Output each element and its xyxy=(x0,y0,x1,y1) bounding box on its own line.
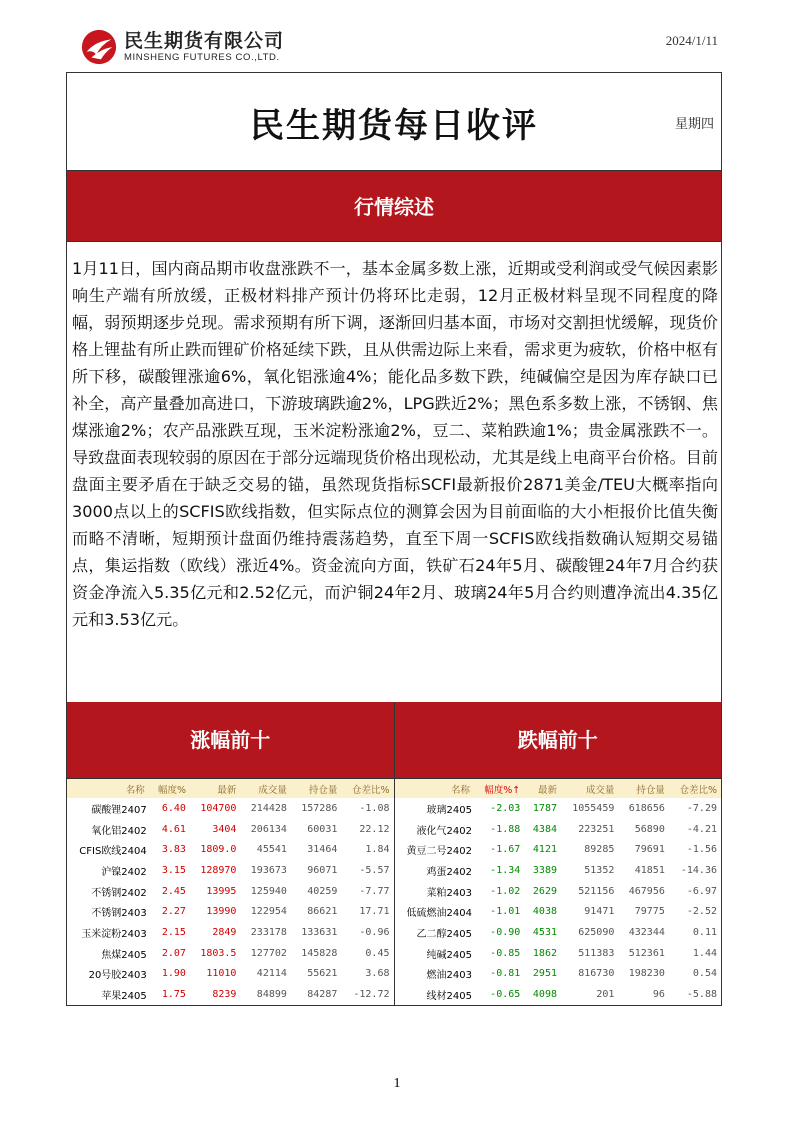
table-cell: 1803.5 xyxy=(200,947,237,959)
table-cell: 127702 xyxy=(250,947,287,959)
column-header: 成交量 xyxy=(240,779,290,798)
table-cell: -1.08 xyxy=(359,802,390,814)
contract-name: 不锈钢2402 xyxy=(91,887,147,899)
contract-name: 碳酸锂2407 xyxy=(91,804,147,816)
contract-name: 燃油2403 xyxy=(426,970,472,982)
table-cell: -5.57 xyxy=(359,864,390,876)
table-row xyxy=(395,964,722,985)
table-cell: 8239 xyxy=(212,989,237,1001)
table-row xyxy=(395,922,722,943)
company-name-en: MINSHENG FUTURES CO.,LTD. xyxy=(124,52,280,63)
table-cell: 4531 xyxy=(532,926,557,938)
table-cell: -0.81 xyxy=(490,968,521,980)
column-header: 幅度% xyxy=(149,779,190,798)
table-cell: 816730 xyxy=(578,968,615,980)
table-row xyxy=(395,839,722,860)
table-cell: 96 xyxy=(652,989,665,1001)
table-row xyxy=(67,819,394,840)
table-cell: 1.84 xyxy=(365,844,390,856)
contract-name: 玻璃2405 xyxy=(426,804,472,816)
table-cell: 4038 xyxy=(532,906,557,918)
table-cell: 1809.0 xyxy=(200,844,237,856)
table-cell: 512361 xyxy=(628,947,665,959)
table-row xyxy=(395,819,722,840)
rank-tables xyxy=(67,778,721,1006)
table-cell: -14.36 xyxy=(680,864,717,876)
losers-table xyxy=(395,779,722,1005)
table-cell: -2.52 xyxy=(686,906,717,918)
table-cell: -7.29 xyxy=(686,802,717,814)
table-cell: 1055459 xyxy=(572,802,615,814)
table-cell: 89285 xyxy=(584,844,615,856)
table-cell: 4121 xyxy=(532,844,557,856)
column-header: 仓差比% xyxy=(341,779,393,798)
table-row xyxy=(67,922,394,943)
table-cell: 133631 xyxy=(301,926,338,938)
column-header: 成交量 xyxy=(561,779,618,798)
table-cell: -1.67 xyxy=(490,844,521,856)
table-cell: 1.44 xyxy=(692,947,717,959)
table-cell: 206134 xyxy=(250,823,287,835)
table-cell: 122954 xyxy=(250,906,287,918)
contract-name: CFIS欧线2404 xyxy=(79,846,147,858)
table-cell: -0.90 xyxy=(490,926,521,938)
table-cell: 2951 xyxy=(532,968,557,980)
table-row xyxy=(395,901,722,922)
table-cell: -1.88 xyxy=(490,823,521,835)
page-number: 1 xyxy=(393,1076,401,1091)
table-cell: 125940 xyxy=(250,885,287,897)
table-cell: 40259 xyxy=(307,885,338,897)
table-cell: -1.01 xyxy=(490,906,521,918)
table-cell: 51352 xyxy=(584,864,615,876)
table-cell: 56890 xyxy=(634,823,665,835)
gainers-table xyxy=(67,779,394,1005)
table-cell: 193673 xyxy=(250,864,287,876)
table-cell: 157286 xyxy=(301,802,338,814)
table-cell: 41851 xyxy=(634,864,665,876)
table-cell: -0.96 xyxy=(359,926,390,938)
table-cell: 3.15 xyxy=(161,864,186,876)
table-cell: 17.71 xyxy=(359,906,390,918)
table-cell: -0.65 xyxy=(490,989,521,1001)
table-cell: 104700 xyxy=(200,802,237,814)
contract-name: 菜粕2403 xyxy=(426,887,472,899)
table-cell: -12.72 xyxy=(353,989,390,1001)
table-cell: 0.45 xyxy=(365,947,390,959)
contract-name: 液化气2402 xyxy=(416,825,472,837)
table-cell: -7.77 xyxy=(359,885,390,897)
contract-name: 20号胶2403 xyxy=(88,970,147,982)
contract-name: 焦煤2405 xyxy=(101,949,147,961)
column-header: 持仓量 xyxy=(618,779,668,798)
weekday: 星期四 xyxy=(674,117,714,132)
contract-name: 纯碱2405 xyxy=(426,949,472,961)
contract-name: 乙二醇2405 xyxy=(416,928,472,940)
table-cell: 86621 xyxy=(307,906,338,918)
column-header: 名称 xyxy=(67,779,149,798)
table-cell: 79691 xyxy=(634,844,665,856)
table-row xyxy=(395,943,722,964)
table-row xyxy=(395,984,722,1005)
table-row xyxy=(67,984,394,1005)
table-cell: 55621 xyxy=(307,968,338,980)
company-logo xyxy=(80,28,284,66)
table-row xyxy=(67,943,394,964)
table-cell: 511383 xyxy=(578,947,615,959)
contract-name: 低硫燃油2404 xyxy=(406,908,472,920)
table-cell: 128970 xyxy=(200,864,237,876)
table-cell: 2849 xyxy=(212,926,237,938)
table-cell: -2.03 xyxy=(490,802,521,814)
column-header: 幅度%↑ xyxy=(474,779,524,798)
table-cell: 1862 xyxy=(532,947,557,959)
table-cell: 96071 xyxy=(307,864,338,876)
table-cell: 4098 xyxy=(532,989,557,1001)
table-cell: 2629 xyxy=(532,885,557,897)
contract-name: 鸡蛋2402 xyxy=(426,866,472,878)
table-row xyxy=(395,860,722,881)
contract-name: 氧化铝2402 xyxy=(91,825,147,837)
contract-name: 沪镍2402 xyxy=(101,866,147,878)
table-cell: 3.83 xyxy=(161,844,186,856)
table-row xyxy=(67,881,394,902)
table-cell: 79775 xyxy=(634,906,665,918)
table-cell: 31464 xyxy=(307,844,338,856)
table-cell: 2.45 xyxy=(161,885,186,897)
table-row xyxy=(67,839,394,860)
table-cell: 84287 xyxy=(307,989,338,1001)
table-cell: 13990 xyxy=(206,906,237,918)
table-cell: 521156 xyxy=(578,885,615,897)
table-cell: 45541 xyxy=(256,844,287,856)
column-header: 持仓量 xyxy=(291,779,341,798)
table-cell: 1787 xyxy=(532,802,557,814)
table-row xyxy=(67,901,394,922)
contract-name: 线材2405 xyxy=(426,991,472,1003)
rank-header-band xyxy=(67,702,721,778)
table-row xyxy=(67,860,394,881)
table-cell: 2.27 xyxy=(161,906,186,918)
table-cell: 4.61 xyxy=(161,823,186,835)
table-cell: 2.15 xyxy=(161,926,186,938)
table-cell: 145828 xyxy=(301,947,338,959)
table-cell: 198230 xyxy=(628,968,665,980)
table-cell: 84899 xyxy=(256,989,287,1001)
market-summary-text: 1月11日，国内商品期市收盘涨跌不一，基本金属多数上涨，近期或受利润或受气候因素影响生产端有所放缓，正极材料排产预计仍将环比走弱，12月正极材料呈现不同程度的降幅，弱预期逐步兑现。需求预期有所下调，逐渐回归基本面，市场对交割担忧缓解，现货价格上锂盐有所止跌而锂矿价格延续下跌，且从供需边际上来看，需求更为疲软，价格中枢有所下移，碳酸锂涨逾6%，氧化铝涨逾4%；能化品多数下跌，纯碱偏空是因为库存缺口已补全，高产量叠加高进口，下游玻璃跌逾2%，LPG跌近2%；黑色系多数上涨，不锈钢、焦煤涨逾2%；农产品涨跌互现，玉米淀粉涨逾2%，豆二、菜粕跌逾1%；贵金属涨跌不一。导致盘面表现较弱的原因在于部分远端现货价格出现松动，尤其是线上电商平台价格。目前盘面主要矛盾在于缺乏交易的锚，虽然现货指标SCFI最新报价2871美金/TEU大概率指向3000点以上的SCFIS欧线指数，但实际点位的测算会因为目前面临的大小柜报价比值失衡而略不清晰，短期预计盘面仍维持震荡趋势，直至下周一SCFIS欧线指数确认短期交易锚点，集运指数（欧线）涨近4%。资金流向方面，铁矿石24年5月、碳酸锂24年7月合约获资金净流入5.35亿元和2.52亿元，而沪铜24年2月、玻璃24年5月合约则遭净流出4.35亿元和3.53亿元。 xyxy=(72,259,718,629)
table-cell: 467956 xyxy=(628,885,665,897)
table-cell: 0.11 xyxy=(692,926,717,938)
table-cell: 432344 xyxy=(628,926,665,938)
table-row xyxy=(67,798,394,819)
losers-title: 跌幅前十 xyxy=(517,728,598,752)
table-cell: 625090 xyxy=(578,926,615,938)
table-cell: 4384 xyxy=(532,823,557,835)
table-cell: 214428 xyxy=(250,802,287,814)
gainers-title: 涨幅前十 xyxy=(190,728,271,752)
table-row xyxy=(67,964,394,985)
table-cell: 42114 xyxy=(256,968,287,980)
table-cell: 3.68 xyxy=(365,968,390,980)
contract-name: 苹果2405 xyxy=(101,991,147,1003)
table-cell: 91471 xyxy=(584,906,615,918)
table-cell: 6.40 xyxy=(161,802,186,814)
market-overview-header: 行情综述 xyxy=(67,170,721,242)
table-cell: 60031 xyxy=(307,823,338,835)
table-cell: 3389 xyxy=(532,864,557,876)
table-cell: 0.54 xyxy=(692,968,717,980)
contract-name: 玉米淀粉2403 xyxy=(81,928,147,940)
table-cell: -0.85 xyxy=(490,947,521,959)
table-cell: -5.88 xyxy=(686,989,717,1001)
table-cell: 618656 xyxy=(628,802,665,814)
table-cell: -4.21 xyxy=(686,823,717,835)
column-header: 最新 xyxy=(524,779,561,798)
contract-name: 黄豆二号2402 xyxy=(406,846,472,858)
table-cell: 1.75 xyxy=(161,989,186,1001)
table-cell: 233178 xyxy=(250,926,287,938)
table-cell: 223251 xyxy=(578,823,615,835)
table-cell: 1.90 xyxy=(161,968,186,980)
report-date: 2024/1/11 xyxy=(665,33,718,48)
table-cell: -1.34 xyxy=(490,864,521,876)
table-cell: 2.07 xyxy=(161,947,186,959)
column-header: 名称 xyxy=(395,779,474,798)
company-name-cn: 民生期货有限公司 xyxy=(124,30,285,52)
column-header: 最新 xyxy=(190,779,240,798)
table-row xyxy=(395,881,722,902)
column-header: 仓差比% xyxy=(669,779,721,798)
contract-name: 不锈钢2403 xyxy=(91,908,147,920)
table-cell: -6.97 xyxy=(686,885,717,897)
table-cell: -1.02 xyxy=(490,885,521,897)
minsheng-logo-icon xyxy=(80,28,118,66)
table-cell: 22.12 xyxy=(359,823,390,835)
report-title: 民生期货每日收评 xyxy=(250,106,538,146)
table-cell: -1.56 xyxy=(686,844,717,856)
table-cell: 3404 xyxy=(212,823,237,835)
table-cell: 201 xyxy=(596,989,615,1001)
table-cell: 11010 xyxy=(206,968,237,980)
table-cell: 13995 xyxy=(206,885,237,897)
table-row xyxy=(395,798,722,819)
